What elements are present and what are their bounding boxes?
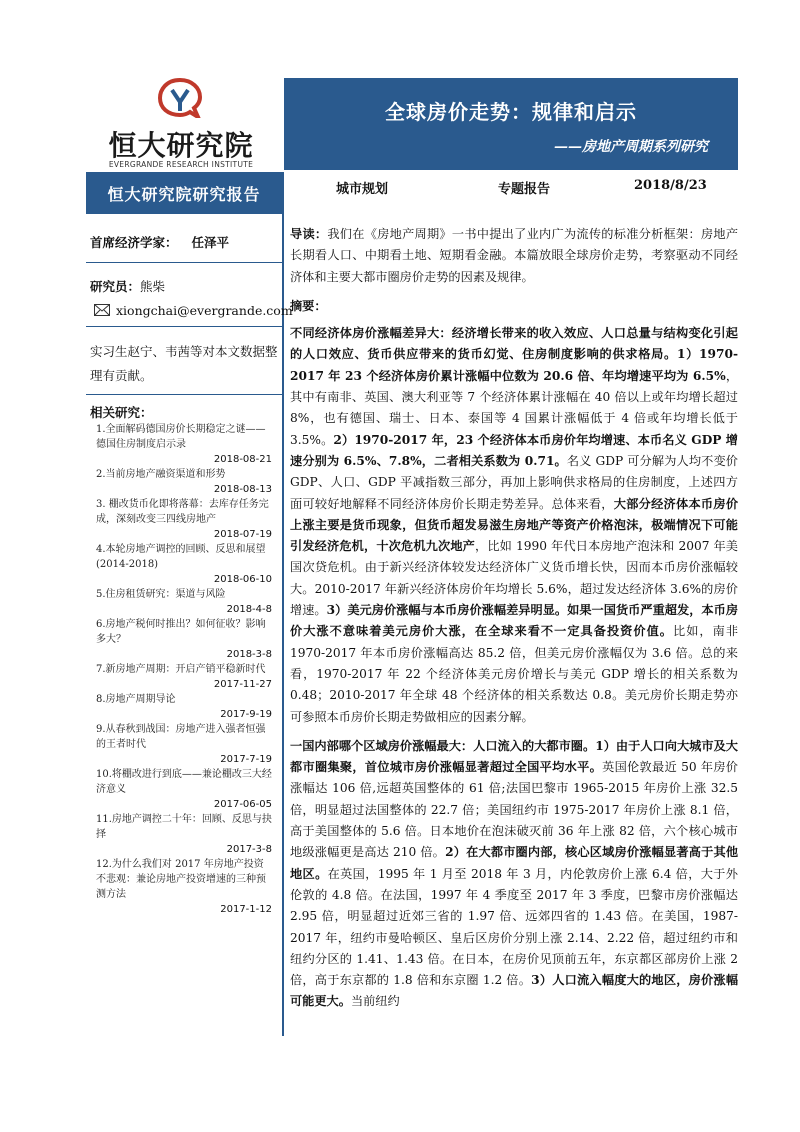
related-research-title[interactable]: 2.当前房地产融资渠道和形势 [96, 469, 226, 480]
report-title: 全球房价走势：规律和启示 [385, 100, 637, 124]
report-body [290, 224, 738, 1013]
related-research-date: 2018-07-19 [213, 529, 272, 540]
p2-text-2: 在英国，1995 年 1 月至 2018 年 3 月，内伦敦房价上涨 6.4 倍，大于外伦敦的 4.8 倍。在法国，1997 年 4 季度至 2017 年 3 季度，巴黎市房价涨幅达 2.95 倍，明显超过近郊三省的 1.97 倍、远郊四省的 1.43 倍。在美国，1987-2017 年，纽约市曼哈顿区、皇后区房价分别上涨 2.14、2.22 倍，超过纽约市和纽约分区的 1.41、1.43 倍。在日本，在房价见顶前五年，东京都区部房价上涨 2 倍，高于东京都的 1.8 倍和东京圈 1.2 倍。 [290, 866, 738, 988]
analyst-label: 研究员： [90, 279, 141, 294]
related-research-list [96, 422, 272, 917]
chief-economist [90, 232, 282, 254]
intro-label: 导读： [290, 227, 328, 241]
related-research-date: 2018-06-10 [213, 574, 272, 585]
related-research-title[interactable]: 11.房地产调控二十年：回顾、反思与抉择 [96, 814, 272, 840]
related-research-title[interactable]: 8.房地产周期导论 [96, 694, 176, 705]
related-research-date: 2017-11-27 [213, 679, 272, 690]
email-row [90, 300, 293, 322]
analyst [90, 276, 282, 298]
sidebar-divider-line [86, 326, 282, 327]
analyst-name: 熊柴 [140, 279, 166, 294]
p1-bold-3: 2）1970-2017 年，23 个经济体本币房价年均增速、本币名义 GDP 增速分别为 6.5%、7.8%，二者相关系数为 0.71。 [290, 432, 738, 468]
sidebar-divider-line [86, 262, 282, 263]
report-category: 城市规划 [336, 182, 389, 197]
related-research-title[interactable]: 3. 棚改货币化即将落幕：去库存任务完成，深刻改变三四线房地产 [96, 499, 269, 525]
related-research-date: 2018-08-21 [213, 454, 272, 465]
p1-bold-2: 1）1970-2017 年 23 个经济体房价累计涨幅中位数为 20.6 倍、年均增速平均为 6.5% [290, 347, 739, 383]
p2-bold-3: 3）人口流入幅度大的地区，房价涨幅可能更大。 [290, 973, 739, 1009]
related-research-title[interactable]: 6.房地产税何时推出？如何征收？影响多大？ [96, 619, 266, 645]
p1-text-2: 名义 GDP 可分解为人均不变价 GDP、人口、GDP 平减指数三部分，再加上影响供求格局的住房制度，上述四方面可较好地解释不同经济体房价长期走势差异。总体来看， [290, 453, 738, 511]
p2-text-1: 英国伦敦最近 50 年房价涨幅达 106 倍,远超英国整体的 61 倍;法国巴黎市 1965-2015 年房价上涨 32.5 倍，明显超过法国整体的 22.7 倍；美国纽约市 1975-2017 年房价上涨 8.1 倍，高于美国整体的 5.6 倍。日本地价在泡沫破灭前 36 年上涨 82 倍，六个核心城市地级涨幅更是高达 210 倍。 [290, 760, 738, 860]
related-research-title[interactable]: 4.本轮房地产调控的回顾、反思和展望(2014-2018) [96, 544, 266, 570]
p1-text-4: 比如，南非 1970-2017 年本币房价涨幅高达 85.2 倍，但美元房价涨幅仅为 3.6 倍。总的来看，1970-2017 年 22 个经济体美元房价增长与美元 GDP 增长的相关系数为 0.48；2010-2017 年全球 48 个经济体的相关系数达 0.8。美元房价长期走势亦可参照本币房价长期走势做相应的因素分解。 [290, 624, 739, 724]
sidebar-divider-line [86, 394, 282, 395]
p1-text-3: ，比如 1990 年代日本房地产泡沫和 2007 年美国次贷危机。由于新兴经济体较发达经济体广义货币增长快，因而本币房价涨幅较大。2010-2017 年新兴经济体房价年均增长 5.6%，超过发达经济体 3.6%的房价增速。 [290, 539, 738, 618]
logo-english: EVERGRANDE RESEARCH INSTITUTE [108, 160, 254, 169]
intro-text: 我们在《房地产周期》一书中提出了业内广为流传的标准分析框架：房地产长期看人口、中期看土地、短期看金融。本篇放眼全球房价走势，考察驱动不同经济体和主要大都市圈房价走势的因素及规律。 [290, 227, 739, 284]
chief-economist-name: 任泽平 [191, 235, 230, 250]
p1-bold-4: 大部分经济体本币房价上涨主要是货币现象，但货币超发易滋生房地产等资产价格泡沫，极端情况下可能引发经济危机，十次危机九次地产 [290, 496, 739, 554]
logo-name: 恒大研究院 [108, 129, 254, 162]
related-research-title[interactable]: 7.新房地产周期：开启产销平稳新时代 [96, 664, 266, 675]
related-research-date: 2018-4-8 [226, 604, 272, 615]
p1-bold-5: 3）美元房价涨幅与本币房价涨幅差异明显。如果一国货币严重超发，本币房价大涨不意味着美元房价大涨，在全球来看不一定具备投资价值。 [290, 603, 739, 639]
logo-mark-icon [154, 78, 206, 118]
chief-economist-label: 首席经济学家： [90, 235, 178, 250]
related-research-title[interactable]: 9.从春秋到战国：房地产进入强者恒强的王者时代 [96, 724, 266, 750]
related-research-date: 2017-7-19 [220, 754, 272, 765]
intern-note: 实习生赵宁、韦茜等对本文数据整理有贡献。 [90, 344, 278, 383]
intro-paragraph [290, 224, 738, 288]
mail-icon [94, 304, 110, 316]
logo [96, 78, 266, 178]
related-research-title[interactable]: 5.住房租赁研究：渠道与风险 [96, 589, 226, 600]
related-research-date: 2017-06-05 [213, 799, 272, 810]
report-subtitle: ——房地产周期系列研究 [554, 139, 708, 155]
abstract-label: 摘要： [290, 298, 327, 313]
p2-text-3: 当前纽约 [350, 994, 400, 1009]
p2-bold-1: 一国内部哪个区域房价涨幅最大：人口流入的大都市圈。1）由于人口向大城市及大都市圈集聚，首位城市房价涨幅显著超过全国平均水平。 [290, 738, 738, 775]
p2-bold-2: 2）在大都市圈内部，核心区域房价涨幅显著高于其他地区。 [290, 845, 739, 881]
related-research-date: 2018-3-8 [226, 649, 272, 660]
abstract-paragraph-1 [290, 323, 738, 728]
report-series-label: 恒大研究院研究报告 [107, 185, 261, 204]
related-research-date: 2017-3-8 [226, 844, 272, 855]
related-research-date: 2017-9-19 [220, 709, 272, 720]
related-research-date: 2017-1-12 [220, 904, 272, 915]
related-research-heading: 相关研究： [90, 405, 153, 420]
report-date: 2018/8/23 [634, 178, 707, 193]
abstract-paragraph-2 [290, 736, 738, 1013]
p1-bold-1: 不同经济体房价涨幅差异大：经济增长带来的收入效应、人口总量与结构变化引起的人口效应、货币供应带来的货币幻觉、住房制度影响的供求格局。 [290, 326, 738, 362]
report-type: 专题报告 [498, 182, 551, 197]
analyst-email[interactable]: xiongchai@evergrande.com [116, 303, 293, 318]
related-research-title[interactable]: 1.全面解码德国房价长期稳定之谜——德国住房制度启示录 [96, 424, 266, 450]
related-research-title[interactable]: 10.将棚改进行到底——兼论棚改三大经济意义 [96, 769, 272, 795]
related-research-title[interactable]: 12.为什么我们对 2017 年房地产投资不悲观：兼论房地产投资增速的三种预测方法 [96, 859, 266, 900]
p1-text-1: ，其中有南非、英国、澳大利亚等 7 个经济体累计涨幅在 40 倍以上或年均增长超过 8%，也有德国、瑞士、日本、泰国等 4 国累计涨幅低于 4 倍或年均增长低于 3.5%。 [290, 368, 739, 447]
related-research-date: 2018-08-13 [213, 484, 272, 495]
